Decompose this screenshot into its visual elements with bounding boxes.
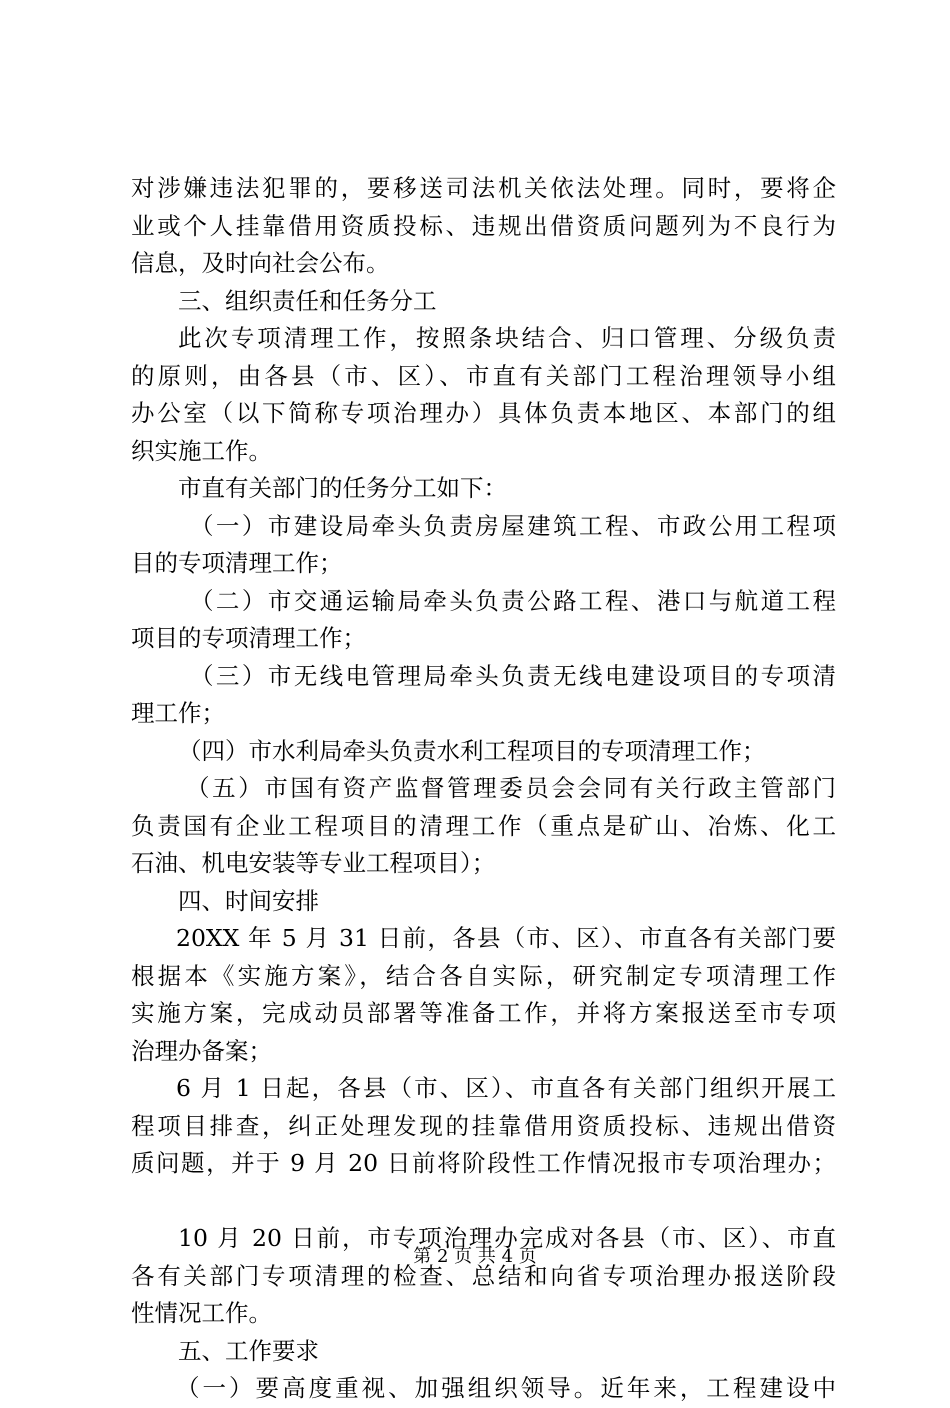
text-line: 根据本《实施方案》，结合各自实际，研究制定专项清理工作 <box>131 961 836 990</box>
text-line: 质问题，并于 9 月 20 日前将阶段性工作情况报市专项治理办； <box>131 1149 836 1177</box>
text-line: 实施方案，完成动员部署等准备工作，并将方案报送至市专项 <box>131 999 836 1027</box>
section-heading-5: 五、工作要求 <box>178 1336 319 1365</box>
text-line: 此次专项清理工作，按照条块结合、归口管理、分级负责 <box>178 324 836 352</box>
text-line: 理工作； <box>131 699 225 727</box>
text-line: （一）要高度重视、加强组织领导。近年来，工程建设中 <box>176 1374 836 1402</box>
text-line: 信息，及时向社会公布。 <box>131 249 390 277</box>
text-line: 程项目排查，纠正处理发现的挂靠借用资质投标、违规出借资 <box>131 1111 836 1140</box>
text-line: 项目的专项清理工作； <box>131 624 366 652</box>
text-line: 目的专项清理工作； <box>131 549 343 577</box>
text-line: 的原则，由各县（市、区）、市直有关部门工程治理领导小组 <box>131 361 836 390</box>
list-item-5: （五）市国有资产监督管理委员会会同有关行政主管部门 <box>186 774 836 802</box>
page-footer: 第 2 页 共 4 页 <box>413 1246 537 1267</box>
text-line: 10 月 20 日前，市专项治理办完成对各县（市、区）、市直 <box>178 1224 836 1252</box>
text-line: 20XX 年 5 月 31 日前，各县（市、区）、市直各有关部门要 <box>176 924 836 952</box>
section-heading-4: 四、时间安排 <box>178 886 319 915</box>
text-line: 织实施工作。 <box>131 436 272 465</box>
text-line: 办公室（以下简称专项治理办）具体负责本地区、本部门的组 <box>131 399 836 427</box>
list-item-3: （三）市无线电管理局牵头负责无线电建设项目的专项清 <box>190 661 836 690</box>
text-line: 6 月 1 日起，各县（市、区）、市直各有关部门组织开展工 <box>176 1074 836 1102</box>
text-line: 石油、机电安装等专业工程项目）； <box>131 849 496 877</box>
list-item-1: （一）市建设局牵头负责房屋建筑工程、市政公用工程项 <box>190 511 836 540</box>
text-line: 治理办备案； <box>131 1036 272 1065</box>
section-heading-3: 三、组织责任和任务分工 <box>178 286 437 315</box>
blank-line <box>131 1183 836 1221</box>
list-item-2: （二）市交通运输局牵头负责公路工程、港口与航道工程 <box>190 586 836 615</box>
text-line: 市直有关部门的任务分工如下： <box>178 474 507 502</box>
text-line: 性情况工作。 <box>131 1299 272 1327</box>
list-item-4: （四）市水利局牵头负责水利工程项目的专项清理工作； <box>178 736 766 765</box>
document-body <box>131 170 836 1408</box>
text-line: 对涉嫌违法犯罪的，要移送司法机关依法处理。同时，要将企 <box>131 174 836 202</box>
text-line: 各有关部门专项清理的检查、总结和向省专项治理办报送阶段 <box>131 1261 836 1290</box>
text-line: 业或个人挂靠借用资质投标、违规出借资质问题列为不良行为 <box>131 211 836 240</box>
text-line: 负责国有企业工程项目的清理工作（重点是矿山、冶炼、化工 <box>131 811 836 840</box>
